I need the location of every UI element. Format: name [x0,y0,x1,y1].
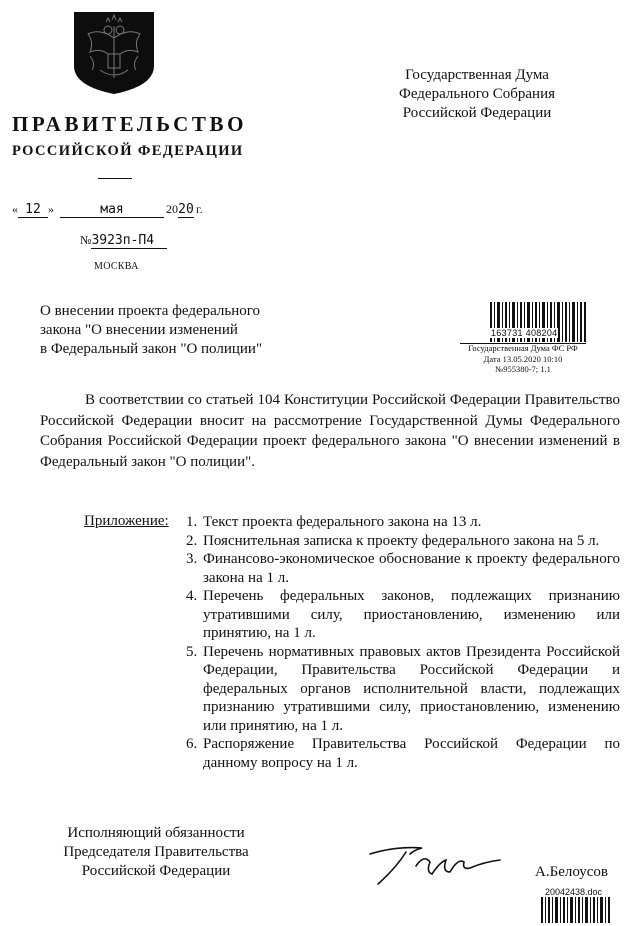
date-close-quote: » [48,202,54,216]
footer-barcode-icon [541,897,611,923]
date-line [12,202,203,218]
attachment-item: 3. Финансово-экономическое обоснование к проекту федерального закона на 1 л. [186,551,620,586]
signatory-line: Исполняющий обязанности [67,825,245,841]
attachments-list [186,513,620,772]
date-year-prefix: 20 [166,202,178,216]
signatory-line: Председателя Правительства [63,844,249,860]
government-title: ПРАВИТЕЛЬСТВО [12,112,248,136]
divider [98,178,132,179]
number-sign: № [80,233,92,247]
attachments-label: Приложение: [84,513,169,529]
registration-stamp [462,343,584,375]
stamp-line: Государственная Дума ФС РФ [468,343,578,353]
addressee-line: Государственная Дума [405,67,549,83]
document-number [80,233,167,249]
addressee-block [386,66,568,123]
city: МОСКВА [94,261,139,272]
coat-of-arms-icon [70,8,158,96]
date-open-quote: « [12,202,18,216]
signatory-name: А.Белоусов [535,864,609,880]
subject-line: в Федеральный закон "О полиции" [40,341,263,357]
date-year-mark: г. [196,202,203,216]
date-month: мая [60,202,164,218]
body-paragraph: В соответствии со статьей 104 Конституции Российской Федерации Правительство Российской Федерации вносит на рассмотрение Государственной Думы Федерального Собрания Российской Федерации проект федерального закона "О внесении изменений в Федеральный закон "О полиции". [40,392,620,470]
attachment-item: 2. Пояснительная записка к проекту федерального закона на 5 л. [186,532,600,549]
subject-block [40,302,262,359]
signatory-title [44,824,268,881]
body-text [40,390,620,472]
document-code: 20042438.doc [545,887,603,897]
stamp-line: №955380-7; 1.1 [495,364,551,374]
stamp-line: Дата 13.05.2020 10:10 [483,353,563,364]
attachment-item: 4. Перечень федеральных законов, подлежащих признанию утратившими силу, приостановлению, изменению или принятию, на 1 л. [186,588,620,641]
subject-line: закона "О внесении изменений [40,322,238,338]
date-day: 12 [18,202,48,218]
date-year-suffix: 20 [178,202,194,217]
attachment-item: 5. Перечень нормативных правовых актов Президента Российской Федерации, Правительства Российской Федерации и федеральных органов исполнительной власти, подлежащих признанию утратившими силу, приостановлению, изменению или принятию, на 1 л. [186,643,620,734]
subject-line: О внесении проекта федерального [40,303,261,319]
number-value: 3923п-П4 [91,233,167,249]
attachment-item: 1. Текст проекта федерального закона на 13 л. [186,514,482,530]
addressee-line: Федерального Собрания [398,86,556,102]
addressee-line: Российской Федерации [402,105,552,121]
attachment-item: 6. Распоряжение Правительства Российской Федерации по данному вопросу на 1 л. [186,736,620,771]
signatory-line: Российской Федерации [81,863,231,879]
barcode-number: 163731 408204 [491,328,558,338]
handwritten-signature-icon [366,832,506,892]
government-subtitle: РОССИЙСКОЙ ФЕДЕРАЦИИ [12,143,244,159]
